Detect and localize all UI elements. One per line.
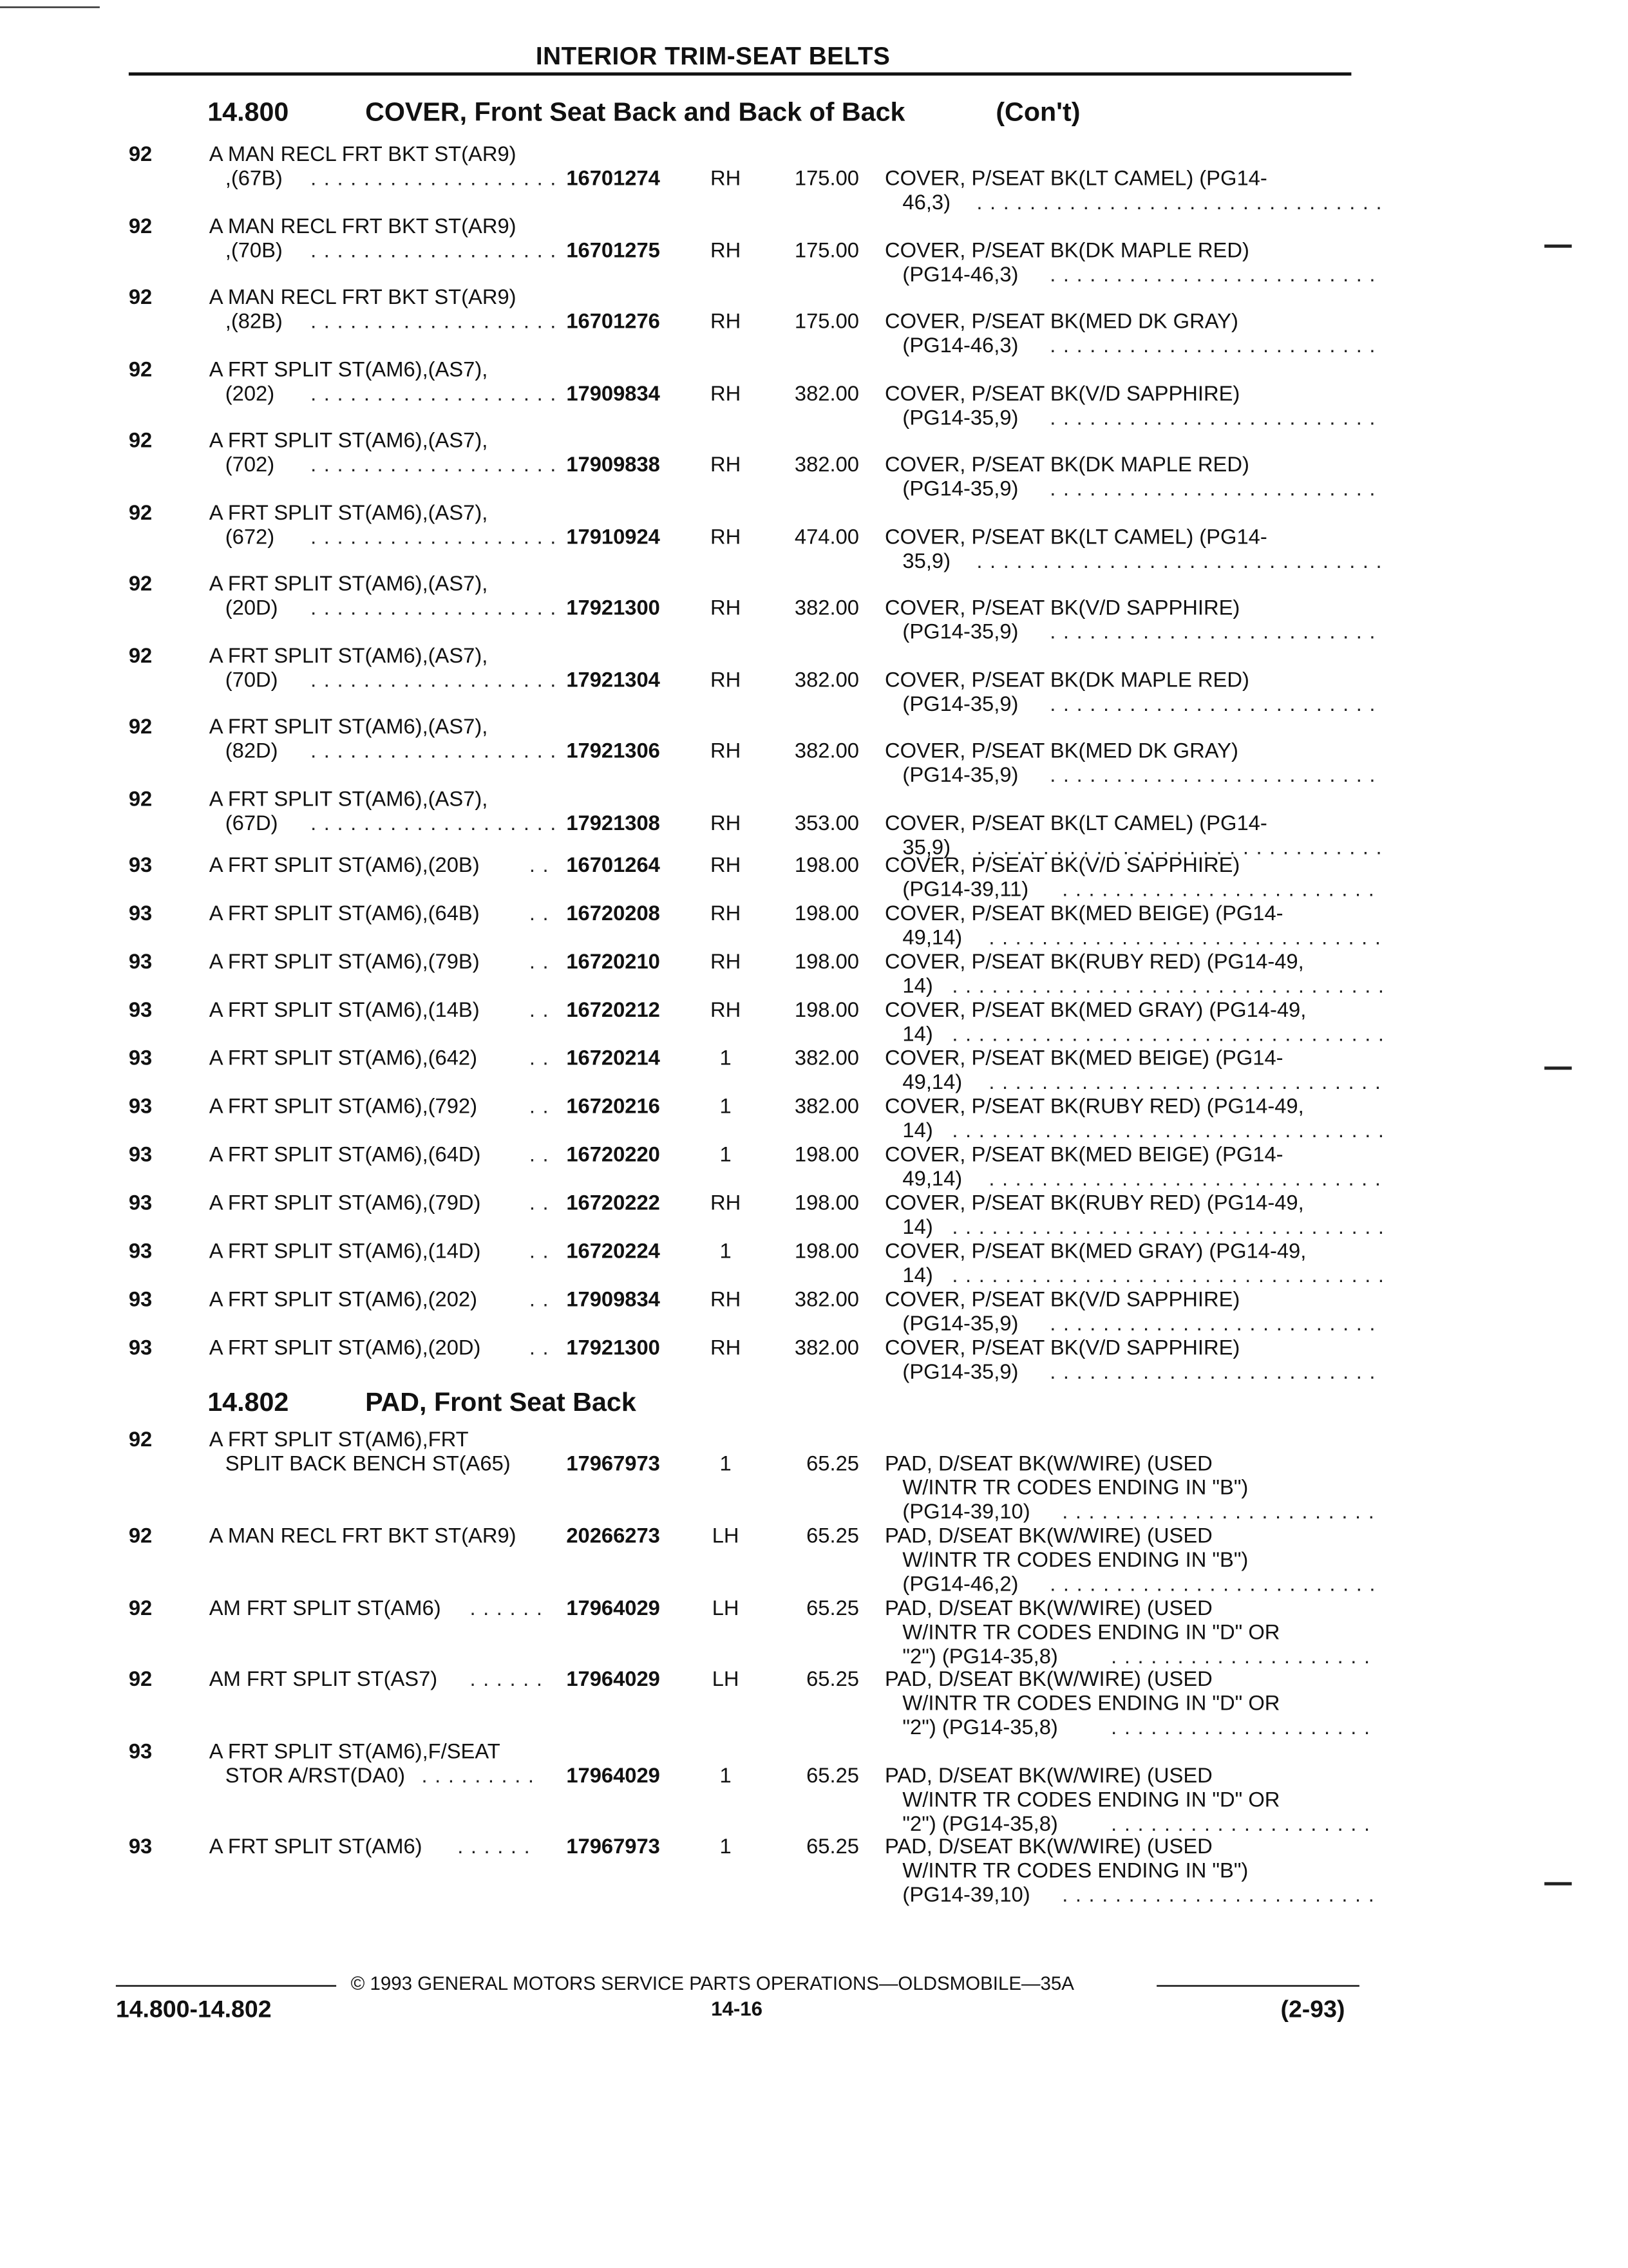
- part-name: COVER, P/SEAT BK(LT CAMEL) (PG14-: [884, 524, 1267, 549]
- application-desc: A MAN RECL FRT BKT ST(AR9): [209, 1523, 516, 1548]
- part-name-cont: W/INTR TR CODES ENDING IN "B"): [902, 1547, 1249, 1572]
- part-number: 16720208: [566, 900, 660, 925]
- part-number: 16720224: [566, 1238, 660, 1263]
- dot-leader: . .: [529, 1287, 549, 1311]
- application-desc: A FRT SPLIT ST(AM6),(AS7),: [209, 500, 488, 525]
- dot-leader: . . . . . .: [469, 1667, 544, 1691]
- dot-leader: . . . . . . . . . . . . . . . . . . . . . . . . .: [1050, 619, 1376, 644]
- dot-leader: . . . . . . . . . . . . . . . . . . .: [310, 595, 557, 619]
- price: 198.00: [794, 1190, 859, 1215]
- application-desc: A FRT SPLIT ST(AM6),(AS7),: [209, 714, 488, 739]
- part-name: PAD, D/SEAT BK(W/WIRE) (USED: [884, 1762, 1213, 1788]
- price: 198.00: [794, 1142, 859, 1167]
- part-name: PAD, D/SEAT BK(W/WIRE) (USED: [884, 1667, 1213, 1691]
- figure-number: 93: [128, 1142, 153, 1167]
- margin-mark: [1544, 245, 1571, 248]
- section-title: COVER, Front Seat Back and Back of Back: [365, 98, 905, 128]
- dot-leader: . . . . . . . . . . . . . . . . . . . . . . . . .: [1050, 1359, 1376, 1384]
- part-name: COVER, P/SEAT BK(LT CAMEL) (PG14-: [884, 811, 1267, 835]
- quantity: RH: [710, 738, 741, 763]
- application-desc-cont: (672): [225, 524, 275, 549]
- part-name-cont: 14): [902, 1214, 933, 1239]
- part-name: COVER, P/SEAT BK(V/D SAPPHIRE): [884, 595, 1240, 619]
- price: 65.25: [806, 1451, 859, 1475]
- dot-leader: . . . . . . . . . . . . . . . . . . .: [310, 451, 557, 477]
- dot-leader: . . . . . . . . . . . . . . . . . . . .: [1111, 1811, 1371, 1836]
- part-name-cont: 14): [902, 1263, 933, 1287]
- figure-number: 93: [128, 1833, 153, 1858]
- part-number: 17909834: [566, 381, 660, 406]
- quantity: RH: [710, 308, 741, 334]
- part-name: COVER, P/SEAT BK(V/D SAPPHIRE): [884, 381, 1240, 406]
- section-number: 14.802: [207, 1388, 289, 1417]
- price: 198.00: [794, 900, 859, 925]
- price: 382.00: [794, 595, 859, 619]
- part-name: COVER, P/SEAT BK(DK MAPLE RED): [884, 238, 1249, 263]
- part-name-cont: W/INTR TR CODES ENDING IN "D" OR: [902, 1787, 1280, 1811]
- application-desc: A FRT SPLIT ST(AM6): [209, 1833, 422, 1858]
- application-desc-cont: ,(70B): [225, 238, 283, 263]
- dot-leader: . . . . . . . . . . . . . . . . . . . . . . . . .: [1050, 333, 1376, 357]
- quantity: RH: [710, 1190, 741, 1215]
- dot-leader: . . . . . . . . . . . . . . . . . . . . . . . . . . . . . .: [989, 1166, 1382, 1191]
- dot-leader: . . . . . . . . . . . . . . . . . . . . . . . .: [1062, 1882, 1376, 1907]
- quantity: RH: [710, 811, 741, 835]
- quantity: 1: [719, 1451, 732, 1475]
- application-desc: AM FRT SPLIT ST(AM6): [209, 1596, 441, 1620]
- footer-page-number: 14-16: [711, 1998, 763, 2021]
- dot-leader: . . . . . . . . . . . . . . . . . . .: [310, 667, 557, 692]
- figure-number: 93: [128, 1739, 153, 1763]
- application-desc: A FRT SPLIT ST(AM6),(79D): [209, 1190, 481, 1215]
- quantity: RH: [710, 900, 741, 925]
- part-name: COVER, P/SEAT BK(RUBY RED) (PG14-49,: [884, 949, 1304, 974]
- part-number: 16720216: [566, 1093, 660, 1119]
- part-number: 17964029: [566, 1596, 660, 1620]
- price: 175.00: [794, 238, 859, 263]
- part-name: COVER, P/SEAT BK(RUBY RED) (PG14-49,: [884, 1093, 1304, 1119]
- dot-leader: . .: [529, 997, 549, 1022]
- price: 382.00: [794, 1045, 859, 1070]
- part-name: PAD, D/SEAT BK(W/WIRE) (USED: [884, 1596, 1213, 1620]
- dot-leader: . . . . . . . . . . . . . . . . . . . . . . . . .: [1050, 262, 1376, 287]
- application-desc: A FRT SPLIT ST(AM6),(20B): [209, 852, 480, 877]
- dot-leader: . . . . . . . . . . . . . . . . . . .: [310, 308, 557, 334]
- footer-copyright: © 1993 GENERAL MOTORS SERVICE PARTS OPERATIONS—OLDSMOBILE—35A: [350, 1972, 1074, 1995]
- part-name: COVER, P/SEAT BK(MED BEIGE) (PG14-: [884, 1045, 1283, 1070]
- figure-number: 93: [128, 1190, 153, 1215]
- application-desc: A FRT SPLIT ST(AM6),(AS7),: [209, 428, 488, 452]
- part-name: COVER, P/SEAT BK(MED BEIGE) (PG14-: [884, 1142, 1283, 1167]
- section-continued: (Con't): [996, 98, 1081, 128]
- part-name-cont: (PG14-35,9): [902, 1359, 1019, 1384]
- part-number: 17921300: [566, 595, 660, 619]
- margin-mark: [1544, 1066, 1571, 1070]
- dot-leader: . . . . . . . . . . . . . . . . . . .: [310, 381, 557, 406]
- application-desc: A MAN RECL FRT BKT ST(AR9): [209, 214, 516, 238]
- part-name-cont: 14): [902, 973, 933, 997]
- price: 382.00: [794, 1335, 859, 1359]
- application-desc: A FRT SPLIT ST(AM6),(20D): [209, 1335, 481, 1359]
- part-name-cont: (PG14-39,10): [902, 1882, 1030, 1907]
- figure-number: 92: [128, 1426, 153, 1451]
- part-name-cont: (PG14-46,2): [902, 1571, 1019, 1596]
- footer-rule-left: [116, 1985, 336, 1987]
- dot-leader: . . . . . . . . . . . . . . . . . . . . . . . . . . . . . . . . .: [952, 1021, 1385, 1046]
- figure-number: 93: [128, 1287, 153, 1311]
- dot-leader: . . . . . . . . . . . . . . . . . . . .: [1111, 1644, 1371, 1668]
- part-name: PAD, D/SEAT BK(W/WIRE) (USED: [884, 1833, 1213, 1858]
- quantity: 1: [719, 1833, 732, 1858]
- part-name-cont: (PG14-35,9): [902, 692, 1019, 716]
- part-name-cont: 46,3): [902, 189, 951, 214]
- part-name-cont: W/INTR TR CODES ENDING IN "B"): [902, 1475, 1249, 1500]
- application-desc: A FRT SPLIT ST(AM6),(14B): [209, 997, 480, 1022]
- dot-leader: . . . . . . . . . . . . . . . . . . . .: [1111, 1714, 1371, 1739]
- dot-leader: . . . . . . . . . . . . . . . . . . . . . . . . .: [1050, 762, 1376, 787]
- application-desc: A FRT SPLIT ST(AM6),(64D): [209, 1142, 481, 1167]
- figure-number: 92: [128, 285, 153, 309]
- part-name-cont: (PG14-35,9): [902, 405, 1019, 430]
- part-number: 17967973: [566, 1451, 660, 1475]
- quantity: LH: [712, 1523, 739, 1548]
- part-number: 17921308: [566, 811, 660, 835]
- title-rule: [129, 72, 1352, 75]
- part-name-cont: 49,14): [902, 1070, 963, 1094]
- figure-number: 92: [128, 786, 153, 811]
- dot-leader: . . . . . . . . . . . . . . . . . . . . . . . . . . . . . . .: [976, 548, 1383, 573]
- part-number: 16720220: [566, 1142, 660, 1167]
- dot-leader: . . . . . . . . . . . . . . . . . . . . . . . . .: [1050, 476, 1376, 500]
- figure-number: 93: [128, 949, 153, 974]
- dot-leader: . . . . . . . . . . . . . . . . . . . . . . . . . . . . . . .: [976, 835, 1383, 859]
- figure-number: 93: [128, 1093, 153, 1119]
- part-name: COVER, P/SEAT BK(RUBY RED) (PG14-49,: [884, 1190, 1304, 1215]
- figure-number: 92: [128, 141, 153, 166]
- quantity: 1: [719, 1142, 732, 1167]
- part-number: 16720210: [566, 949, 660, 974]
- dot-leader: . . . . . . . . . . . . . . . . . . . . . . . . . . . . . .: [989, 1070, 1382, 1094]
- dot-leader: . . . . . . . . . . . . . . . . . . . . . . . . . . . . . . . . .: [952, 1118, 1385, 1142]
- dot-leader: . .: [529, 1190, 549, 1215]
- dot-leader: . .: [529, 852, 549, 877]
- price: 382.00: [794, 667, 859, 692]
- quantity: 1: [719, 1045, 732, 1070]
- part-name-cont: 14): [902, 1118, 933, 1142]
- quantity: RH: [710, 667, 741, 692]
- corner-rule: [0, 6, 100, 8]
- page-title: INTERIOR TRIM-SEAT BELTS: [535, 43, 891, 71]
- price: 175.00: [794, 165, 859, 190]
- dot-leader: . . . . . . . . . . . . . . . . . . .: [310, 524, 557, 549]
- part-name-cont: (PG14-46,3): [902, 333, 1019, 357]
- figure-number: 92: [128, 214, 153, 238]
- price: 65.25: [806, 1762, 859, 1788]
- quantity: RH: [710, 451, 741, 477]
- dot-leader: . .: [529, 949, 549, 974]
- dot-leader: . . . . . . . . . . . . . . . . . . . . . . . . . . . . . . .: [976, 189, 1383, 214]
- application-desc: A FRT SPLIT ST(AM6),(AS7),: [209, 786, 488, 811]
- part-number: 17921306: [566, 738, 660, 763]
- dot-leader: . . . . . . . . . . . . . . . . . . . . . . . . . . . . . .: [989, 925, 1382, 949]
- dot-leader: . . . . . . . . . . . . . . . . . . .: [310, 165, 557, 190]
- figure-number: 93: [128, 1335, 153, 1359]
- dot-leader: . . . . . . . . . . . . . . . . . . . . . . . . . . . . . . . . .: [952, 973, 1385, 997]
- dot-leader: . . . . . . . . . . . . . . . . . . . . . . . .: [1062, 1499, 1376, 1524]
- price: 382.00: [794, 1287, 859, 1311]
- application-desc: A FRT SPLIT ST(AM6),(792): [209, 1093, 478, 1119]
- part-number: 17967973: [566, 1833, 660, 1858]
- part-number: 17964029: [566, 1762, 660, 1788]
- part-name-cont: (PG14-46,3): [902, 262, 1019, 287]
- quantity: 1: [719, 1093, 732, 1119]
- part-number: 17921304: [566, 667, 660, 692]
- quantity: 1: [719, 1762, 732, 1788]
- dot-leader: . . . . . . . . . . . . . . . . . . . . . . . . . . . . . . . . .: [952, 1263, 1385, 1287]
- figure-number: 92: [128, 1523, 153, 1548]
- application-desc: A FRT SPLIT ST(AM6),(AS7),: [209, 357, 488, 382]
- part-name-cont: W/INTR TR CODES ENDING IN "D" OR: [902, 1620, 1280, 1645]
- part-name-cont: 14): [902, 1021, 933, 1046]
- part-name: COVER, P/SEAT BK(MED GRAY) (PG14-49,: [884, 997, 1307, 1022]
- part-name-cont: "2") (PG14-35,8): [902, 1811, 1058, 1836]
- part-number: 17964029: [566, 1667, 660, 1691]
- price: 382.00: [794, 451, 859, 477]
- footer-section-range: 14.800-14.802: [115, 1996, 272, 2024]
- part-name-cont: (PG14-35,9): [902, 476, 1019, 500]
- dot-leader: . .: [529, 1238, 549, 1263]
- part-number: 16720222: [566, 1190, 660, 1215]
- figure-number: 93: [128, 852, 153, 877]
- part-name: COVER, P/SEAT BK(MED BEIGE) (PG14-: [884, 900, 1283, 925]
- figure-number: 92: [128, 1596, 153, 1620]
- quantity: RH: [710, 852, 741, 877]
- part-name-cont: 35,9): [902, 835, 951, 859]
- application-desc: A FRT SPLIT ST(AM6),(79B): [209, 949, 480, 974]
- quantity: RH: [710, 524, 741, 549]
- part-number: 16701274: [566, 165, 660, 190]
- part-name: PAD, D/SEAT BK(W/WIRE) (USED: [884, 1451, 1213, 1475]
- footer-revision: (2-93): [1280, 1996, 1345, 2024]
- figure-number: 92: [128, 428, 153, 452]
- dot-leader: . . . . . .: [469, 1596, 544, 1620]
- part-name: COVER, P/SEAT BK(DK MAPLE RED): [884, 451, 1249, 477]
- application-desc-cont: STOR A/RST(DA0): [225, 1762, 406, 1788]
- part-name-cont: (PG14-39,11): [902, 876, 1029, 901]
- application-desc-cont: (82D): [225, 738, 278, 763]
- price: 65.25: [806, 1667, 859, 1691]
- dot-leader: . . . . . . . . . . . . . . . . . . . . . . . . . . . . . . . . .: [952, 1214, 1385, 1239]
- figure-number: 92: [128, 571, 153, 596]
- dot-leader: . . . . . . . . . . . . . . . . . . . . . . . . .: [1050, 405, 1376, 430]
- dot-leader: . . . . . .: [457, 1833, 531, 1858]
- dot-leader: . .: [529, 900, 549, 925]
- dot-leader: . . . . . . . . . . . . . . . . . . .: [310, 738, 557, 763]
- section-title: PAD, Front Seat Back: [365, 1388, 636, 1417]
- dot-leader: . .: [529, 1093, 549, 1119]
- price: 474.00: [794, 524, 859, 549]
- dot-leader: . . . . . . . . . . . . . . . . . . . . . . . . .: [1050, 692, 1376, 716]
- application-desc: AM FRT SPLIT ST(AS7): [209, 1667, 438, 1691]
- quantity: RH: [710, 1287, 741, 1311]
- part-number: 16720214: [566, 1045, 660, 1070]
- part-name: COVER, P/SEAT BK(MED GRAY) (PG14-49,: [884, 1238, 1307, 1263]
- part-name-cont: "2") (PG14-35,8): [902, 1644, 1058, 1668]
- quantity: LH: [712, 1596, 739, 1620]
- application-desc-cont: SPLIT BACK BENCH ST(A65): [225, 1451, 511, 1475]
- footer-rule-right: [1157, 1985, 1359, 1987]
- price: 198.00: [794, 997, 859, 1022]
- price: 353.00: [794, 811, 859, 835]
- application-desc: A FRT SPLIT ST(AM6),(14D): [209, 1238, 481, 1263]
- application-desc-cont: (67D): [225, 811, 278, 835]
- part-name-cont: 35,9): [902, 548, 951, 573]
- application-desc-cont: (70D): [225, 667, 278, 692]
- part-name-cont: (PG14-39,10): [902, 1499, 1030, 1524]
- application-desc: A FRT SPLIT ST(AM6),(AS7),: [209, 571, 488, 596]
- figure-number: 92: [128, 500, 153, 525]
- application-desc: A FRT SPLIT ST(AM6),FRT: [209, 1426, 469, 1451]
- dot-leader: . . . . . . . . .: [421, 1762, 535, 1788]
- dot-leader: . .: [529, 1045, 549, 1070]
- part-name-cont: (PG14-35,9): [902, 1310, 1019, 1336]
- figure-number: 93: [128, 1045, 153, 1070]
- part-number: 16720212: [566, 997, 660, 1022]
- part-name-cont: W/INTR TR CODES ENDING IN "D" OR: [902, 1690, 1280, 1715]
- dot-leader: . . . . . . . . . . . . . . . . . . .: [310, 811, 557, 835]
- quantity: RH: [710, 1335, 741, 1359]
- part-number: 16701275: [566, 238, 660, 263]
- dot-leader: . . . . . . . . . . . . . . . . . . . . . . . .: [1062, 876, 1376, 901]
- part-name-cont: "2") (PG14-35,8): [902, 1714, 1058, 1739]
- part-name: COVER, P/SEAT BK(MED DK GRAY): [884, 738, 1238, 763]
- application-desc: A FRT SPLIT ST(AM6),(AS7),: [209, 643, 488, 668]
- figure-number: 93: [128, 997, 153, 1022]
- quantity: RH: [710, 165, 741, 190]
- price: 65.25: [806, 1523, 859, 1548]
- figure-number: 92: [128, 643, 153, 668]
- margin-mark: [1544, 1882, 1571, 1885]
- price: 175.00: [794, 308, 859, 334]
- quantity: LH: [712, 1667, 739, 1691]
- application-desc: A FRT SPLIT ST(AM6),(642): [209, 1045, 478, 1070]
- part-number: 16701264: [566, 852, 660, 877]
- part-number: 17909834: [566, 1287, 660, 1311]
- part-name: COVER, P/SEAT BK(LT CAMEL) (PG14-: [884, 165, 1267, 190]
- application-desc-cont: (702): [225, 451, 275, 477]
- part-name-cont: 49,14): [902, 925, 963, 949]
- part-number: 17910924: [566, 524, 660, 549]
- application-desc: A MAN RECL FRT BKT ST(AR9): [209, 141, 516, 166]
- part-number: 17909838: [566, 451, 660, 477]
- application-desc: A FRT SPLIT ST(AM6),F/SEAT: [209, 1739, 500, 1763]
- part-number: 20266273: [566, 1523, 660, 1548]
- application-desc: A FRT SPLIT ST(AM6),(64B): [209, 900, 480, 925]
- price: 65.25: [806, 1833, 859, 1858]
- part-name: COVER, P/SEAT BK(MED DK GRAY): [884, 308, 1238, 334]
- price: 65.25: [806, 1596, 859, 1620]
- figure-number: 92: [128, 357, 153, 382]
- application-desc-cont: (202): [225, 381, 275, 406]
- part-name-cont: W/INTR TR CODES ENDING IN "B"): [902, 1858, 1249, 1882]
- figure-number: 93: [128, 1238, 153, 1263]
- figure-number: 92: [128, 714, 153, 739]
- section-number: 14.800: [207, 98, 289, 128]
- dot-leader: . .: [529, 1335, 549, 1359]
- part-name-cont: 49,14): [902, 1166, 963, 1191]
- dot-leader: . . . . . . . . . . . . . . . . . . . . . . . . .: [1050, 1571, 1376, 1596]
- price: 382.00: [794, 1093, 859, 1119]
- quantity: 1: [719, 1238, 732, 1263]
- part-name: COVER, P/SEAT BK(V/D SAPPHIRE): [884, 852, 1240, 877]
- price: 382.00: [794, 738, 859, 763]
- part-name: COVER, P/SEAT BK(V/D SAPPHIRE): [884, 1335, 1240, 1359]
- figure-number: 93: [128, 900, 153, 925]
- price: 198.00: [794, 1238, 859, 1263]
- application-desc: A FRT SPLIT ST(AM6),(202): [209, 1287, 478, 1311]
- part-name-cont: (PG14-35,9): [902, 762, 1019, 787]
- part-number: 17921300: [566, 1335, 660, 1359]
- figure-number: 92: [128, 1667, 153, 1691]
- part-number: 16701276: [566, 308, 660, 334]
- application-desc-cont: (20D): [225, 595, 278, 619]
- price: 198.00: [794, 852, 859, 877]
- price: 382.00: [794, 381, 859, 406]
- part-name: COVER, P/SEAT BK(V/D SAPPHIRE): [884, 1287, 1240, 1311]
- quantity: RH: [710, 381, 741, 406]
- price: 198.00: [794, 949, 859, 974]
- application-desc-cont: ,(82B): [225, 308, 283, 334]
- part-name: COVER, P/SEAT BK(DK MAPLE RED): [884, 667, 1249, 692]
- dot-leader: . . . . . . . . . . . . . . . . . . . . . . . . .: [1050, 1310, 1376, 1336]
- quantity: RH: [710, 997, 741, 1022]
- application-desc-cont: ,(67B): [225, 165, 283, 190]
- dot-leader: . .: [529, 1142, 549, 1167]
- quantity: RH: [710, 238, 741, 263]
- part-name: PAD, D/SEAT BK(W/WIRE) (USED: [884, 1523, 1213, 1548]
- quantity: RH: [710, 949, 741, 974]
- part-name-cont: (PG14-35,9): [902, 619, 1019, 644]
- application-desc: A MAN RECL FRT BKT ST(AR9): [209, 285, 516, 309]
- dot-leader: . . . . . . . . . . . . . . . . . . .: [310, 238, 557, 263]
- quantity: RH: [710, 595, 741, 619]
